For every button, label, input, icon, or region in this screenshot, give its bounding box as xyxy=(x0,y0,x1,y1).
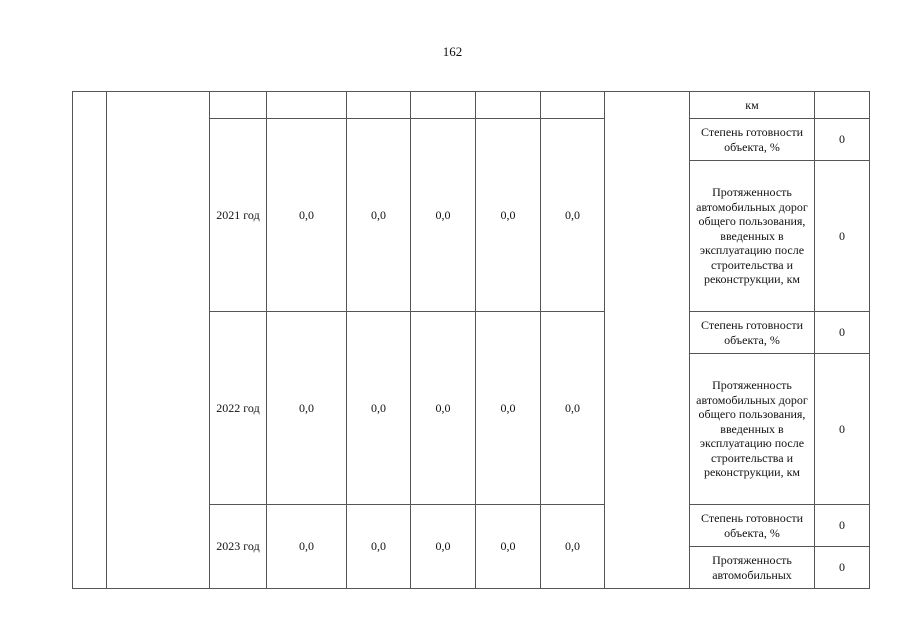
value-cell: 0,0 xyxy=(267,119,347,312)
value-cell: 0,0 xyxy=(347,312,411,505)
indicator-name: Протяженность автомобильных xyxy=(690,547,815,589)
value-cell: 0,0 xyxy=(476,505,541,589)
table-row xyxy=(73,92,870,119)
indicator-name: км xyxy=(690,92,815,119)
executor-cell xyxy=(605,92,690,589)
indicator-value: 0 xyxy=(815,505,870,547)
year-cell xyxy=(210,92,267,119)
value-cell: 0,0 xyxy=(541,505,605,589)
indicator-name: Степень готовности объекта, % xyxy=(690,119,815,161)
indicator-value: 0 xyxy=(815,354,870,505)
value-cell: 0,0 xyxy=(476,119,541,312)
value-cell: 0,0 xyxy=(541,119,605,312)
name-cell xyxy=(107,92,210,589)
value-cell: 0,0 xyxy=(267,505,347,589)
value-cell: 0,0 xyxy=(411,119,476,312)
indicator-name: Степень готовности объекта, % xyxy=(690,312,815,354)
value-cell: 0,0 xyxy=(476,312,541,505)
indicator-value: 0 xyxy=(815,119,870,161)
value-cell xyxy=(267,92,347,119)
value-cell: 0,0 xyxy=(541,312,605,505)
value-cell: 0,0 xyxy=(411,505,476,589)
indicator-name: Протяженность автомобильных дорог общего пользования, введенных в эксплуатацию после строительства и реконструкции, км xyxy=(690,354,815,505)
year-cell: 2021 год xyxy=(210,119,267,312)
value-cell xyxy=(476,92,541,119)
indicator-name: Протяженность автомобильных дорог общего пользования, введенных в эксплуатацию после строительства и реконструкции, км xyxy=(690,161,815,312)
indicator-value: 0 xyxy=(815,312,870,354)
program-table xyxy=(72,91,870,589)
number-cell xyxy=(73,92,107,589)
value-cell xyxy=(541,92,605,119)
indicator-value: 0 xyxy=(815,161,870,312)
indicator-value xyxy=(815,92,870,119)
value-cell: 0,0 xyxy=(347,505,411,589)
year-cell: 2022 год xyxy=(210,312,267,505)
year-cell: 2023 год xyxy=(210,505,267,589)
value-cell xyxy=(347,92,411,119)
value-cell: 0,0 xyxy=(411,312,476,505)
value-cell xyxy=(411,92,476,119)
value-cell: 0,0 xyxy=(347,119,411,312)
indicator-value: 0 xyxy=(815,547,870,589)
indicator-name: Степень готовности объекта, % xyxy=(690,505,815,547)
page-number: 162 xyxy=(442,44,463,59)
value-cell: 0,0 xyxy=(267,312,347,505)
